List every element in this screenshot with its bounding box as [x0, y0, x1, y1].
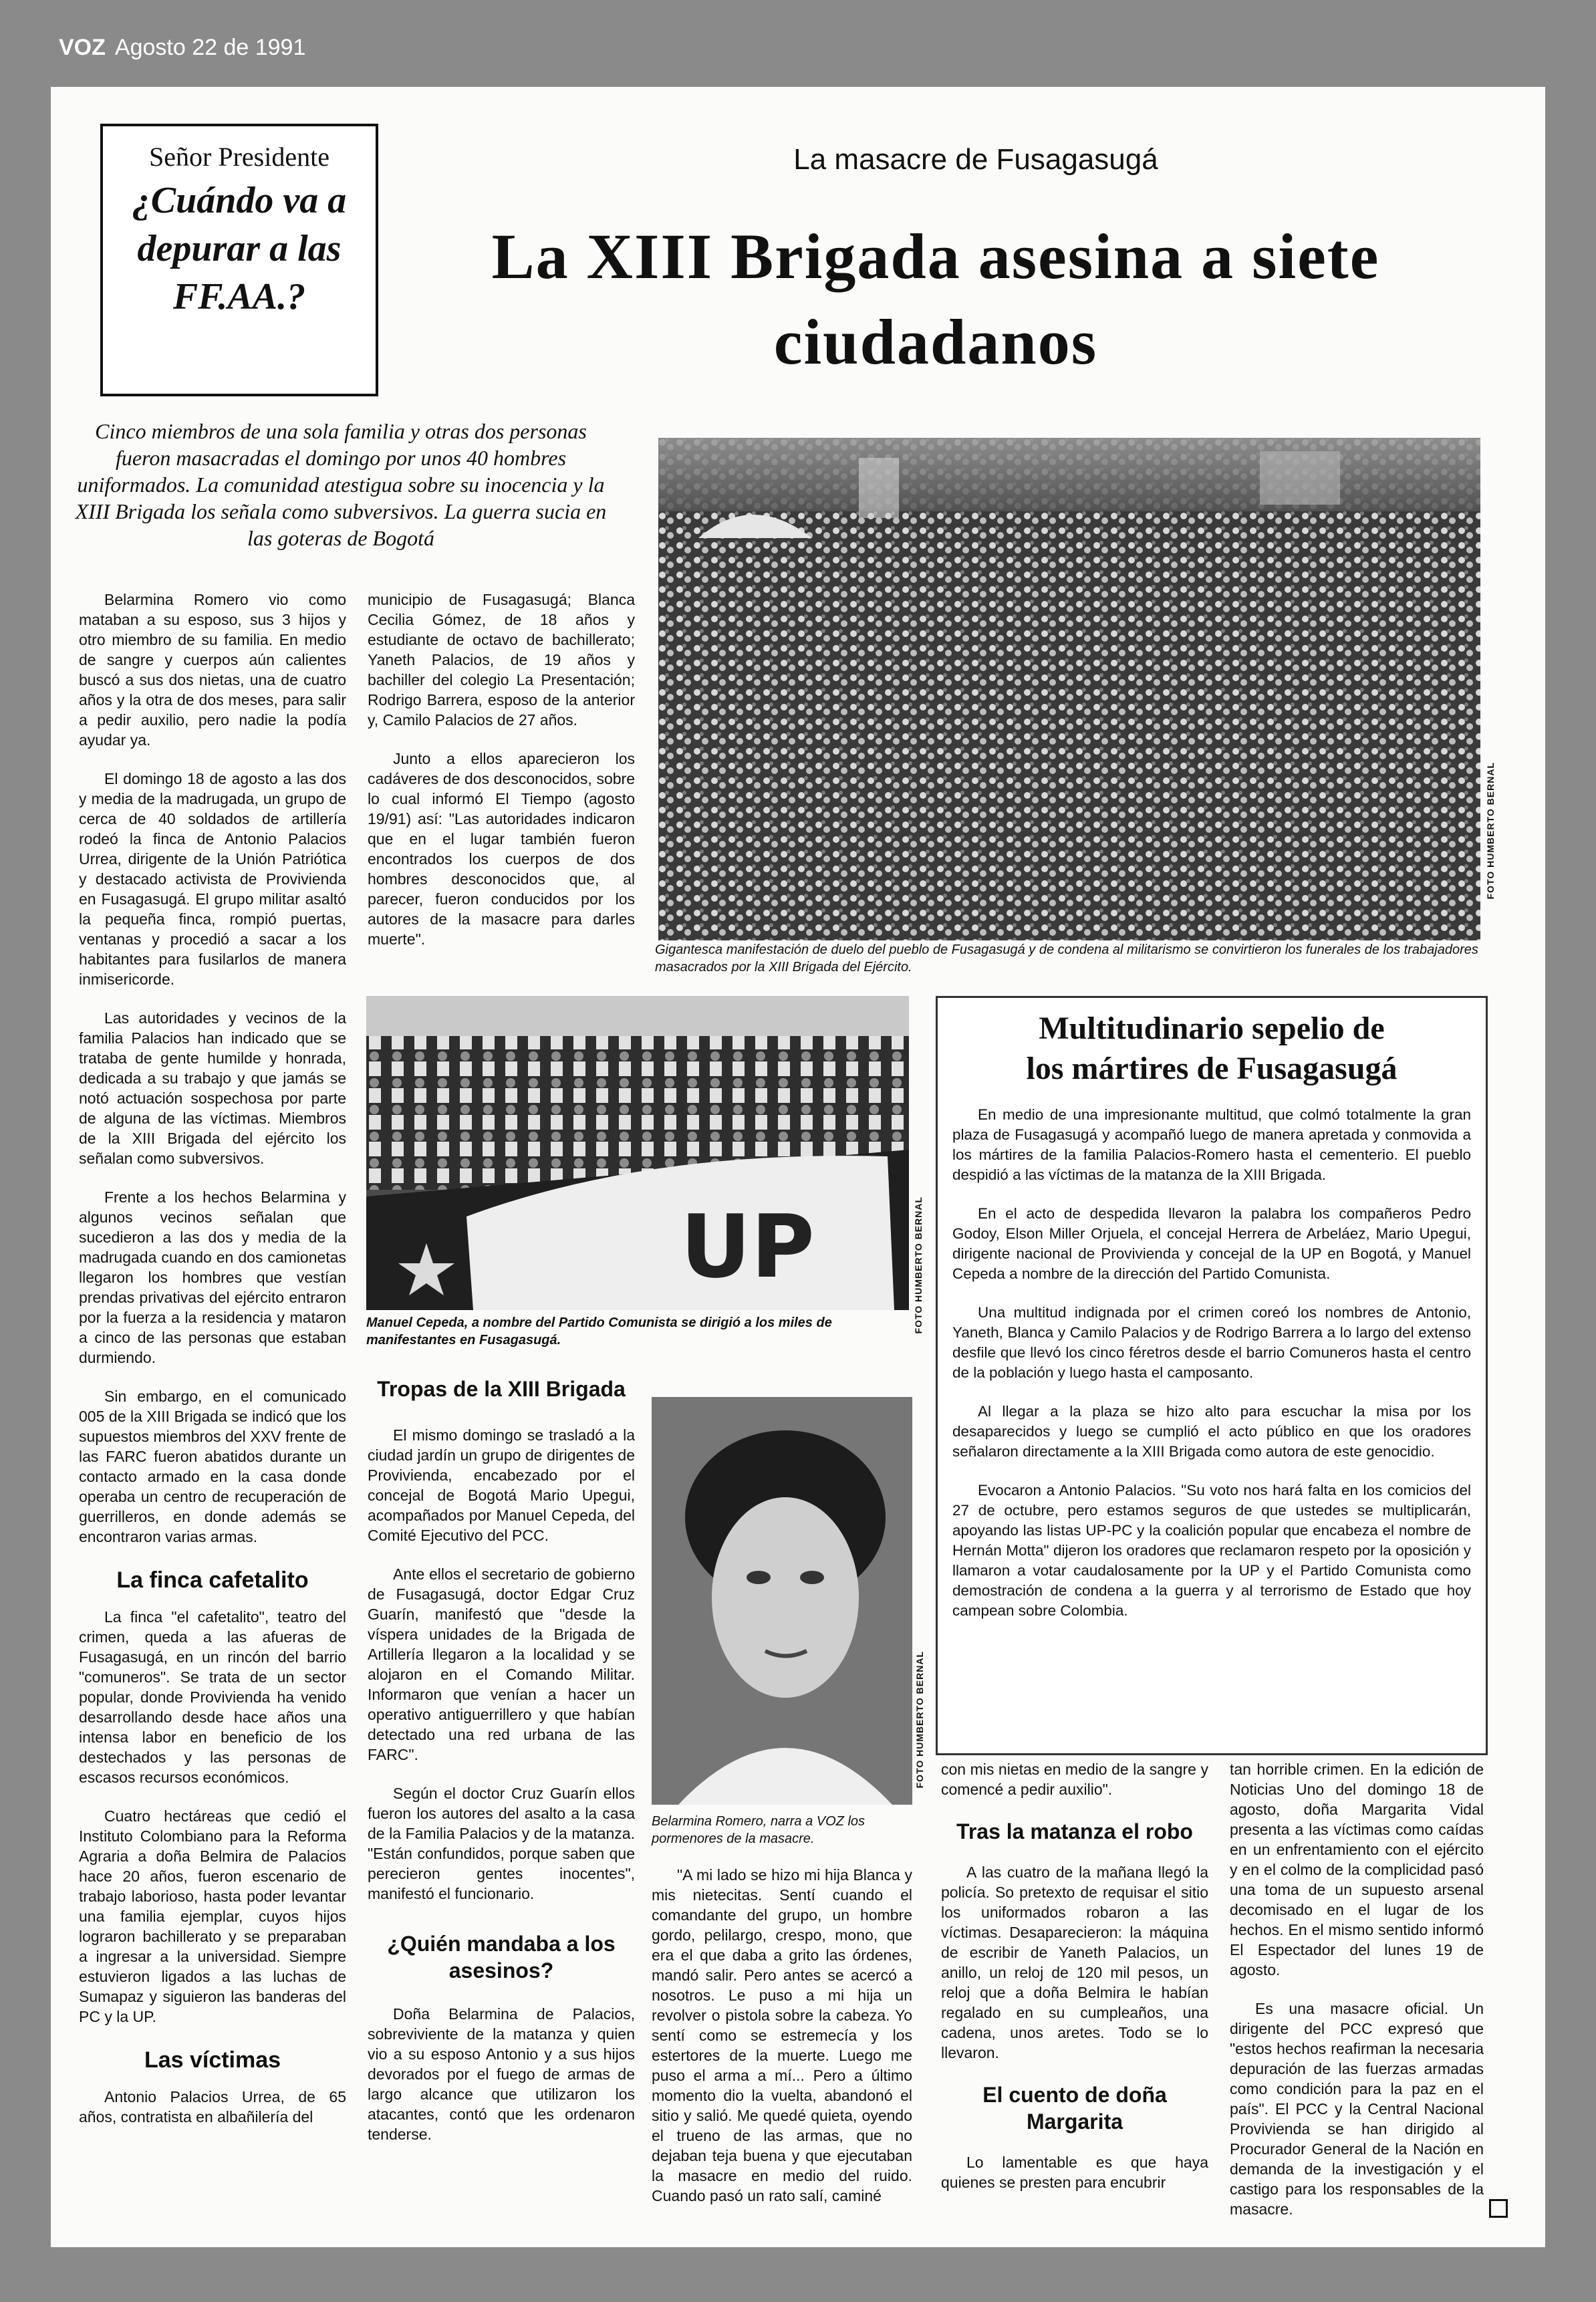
- column-4: [652, 1865, 912, 2224]
- portrait-photo-credit: FOTO HUMBERTO BERNAL: [914, 1651, 925, 1789]
- portrait-photo-caption: Belarmina Romero, narra a VOZ los pormenores de la masacre.: [652, 1814, 866, 1846]
- deck: Cinco miembros de una sola familia y otras dos personas fueron masacradas el domingo por unos 40 hombres uniformados. La comunidad atestigua sobre su inocencia y la XIII Brigada los señala como subversivos. La guerra sucia en las goteras de Bogotá: [75, 419, 607, 550]
- editorial-box-question: ¿Cuándo va a depurar a las FF.AA.?: [132, 180, 347, 317]
- column-1: [79, 590, 346, 2146]
- crowd-photo-caption: Gigantesca manifestación de duelo del pueblo de Fusagasugá y de condena al militarismo se convirtieron los funerales de los trabajadores masacrados por la XIII Brigada del Ejército.: [655, 942, 1478, 975]
- col6-paragraph: tan horrible crimen. En la edición de Noticias Uno del domingo 18 de agosto, doña Margarita Vidal presenta a las víctimas como caídas en un enfrentamiento con el ejército y en el colmo de la complicidad pasó una toma de un supuesto arsenal decomisado en el lugar de los hechos. En el mismo sentido informó El Espectador del lunes 19 de agosto.: [1230, 1761, 1484, 1978]
- headline: La XIII Brigada asesina a siete ciudadanos: [491, 221, 1380, 378]
- column-6: [1230, 1759, 1484, 2238]
- rally-photo-caption: Manuel Cepeda, a nombre del Partido Comunista se dirigió a los miles de manifestantes en Fusagasugá.: [366, 1315, 832, 1348]
- portrait-photo-image: [652, 1397, 912, 1805]
- page-header: [59, 35, 305, 61]
- column-3: [368, 1376, 635, 2163]
- up-banner-text: UP: [680, 1196, 815, 1297]
- col3-paragraph: El mismo domingo se trasladó a la ciudad jardín un grupo de dirigentes de Provivienda, encabezado por el concejal de Bogotá Mario Upegui, acompañados por Manuel Cepeda, del Comité Ejecutivo del PCC.: [368, 1426, 635, 1544]
- column-2: [368, 590, 635, 968]
- crowd-photo: [658, 438, 1480, 940]
- col6-paragraph: Es una masacre oficial. Un dirigente del PCC expresó que "estos hechos reafirman la necesaria depuración de las fuerzas armadas como condición para la paz en el país". El PCC y la Central Nacional Provivienda se han dirigido al Procurador General de la Nación en demanda de la investigación y el castigo para los responsables de la masacre.: [1230, 2000, 1484, 2218]
- col1-paragraph: Frente a los hechos Belarmina y algunos vecinos señalan que sucedieron a las dos y media de la madrugada cuando en dos camionetas llegaron los hombres que vestían prendas privativas del ejército entraron por la fuerza a la residencia y mataron a cinco de las personas que estaban durmiendo.: [79, 1188, 346, 1366]
- sidebar-body: [938, 1105, 1486, 1621]
- subhead-margarita: El cuento de doña Margarita: [982, 2083, 1167, 2134]
- col5-paragraph: Lo lamentable es que haya quienes se presten para encubrir: [941, 2154, 1208, 2191]
- col5-paragraph: con mis nietas en medio de la sangre y comencé a pedir auxilio".: [941, 1761, 1208, 1798]
- crowd-photo-credit: FOTO HUMBERTO BERNAL: [1485, 762, 1496, 900]
- subhead-quien-mandaba: ¿Quién mandaba a los asesinos?: [387, 1932, 616, 1983]
- testimony-paragraph: "A mi lado se hizo mi hija Blanca y mis nietecitas. Sentí cuando el comandante del grupo, un hombre gordo, pelilargo, crespo, mono, que era el que daba a grito las órdenes, mandó salir. Pero antes se acercó a nosotros. Le puso a mi hija un revolver o pistola sobre la cabeza. Yo sentí como se estremecía y los estertores de la muerte. Luego me puso el arma a mí... Pero a último momento dio la vuelta, abandonó el sitio y salió. Me quedé quieta, oyendo el trueno de las armas, que no dejaban teja buena y que ejecutaban la masacre en medio del ruido. Cuando pasó un rato salí, caminé: [652, 1866, 912, 2204]
- sidebar-paragraph: Al llegar a la plaza se hizo alto para escuchar la misa por los desaparecidos y luego se cumplió el acto público en que los oradores señalaron directamente a la XIII Brigada como autora de este genocidio.: [952, 1403, 1471, 1460]
- sidebar-title: Multitudinario sepelio de los mártires de Fusagasugá: [1026, 1011, 1398, 1086]
- subhead-robo: Tras la matanza el robo: [956, 1819, 1193, 1843]
- end-mark: [1489, 2199, 1508, 2218]
- sidebar-paragraph: Evocaron a Antonio Palacios. "Su voto nos hará falta en los comicios del 27 de octubre, pero estamos seguros de que ustedes se multiplicarán, apoyando las listas UP-PC y la coalición popular que encabeza el nombre de Hernán Motta" dijeron los oradores que reclamaron respeto por la oposición y llamaron a votar caudalosamente por la UP y el Partido Comunista como demostración de condena a la guerra y al terrorismo de Estado que hoy campean sobre Colombia.: [952, 1482, 1471, 1619]
- col3-paragraph: Doña Belarmina de Palacios, sobreviviente de la matanza y quien vio a su esposo Antonio y a sus hijos devorados por el fuego de armas de largo alcance que utilizaron los atacantes, contó que les ordenaron tenderse.: [368, 2005, 635, 2143]
- editorial-box: [100, 124, 378, 396]
- sidebar-paragraph: Una multitud indignada por el crimen coreó los nombres de Antonio, Yaneth, Blanca y Camilo Palacios y de Rodrigo Barrera a lo largo del extenso desfile que llevó los cinco féretros desde el barrio Comuneros hasta el centro de la población y luego hasta el camposanto.: [952, 1304, 1471, 1381]
- column-5: [941, 1759, 1208, 2211]
- col3-paragraph: Ante ellos el secretario de gobierno de Fusagasugá, doctor Edgar Cruz Guarín, manifestó que "desde la víspera unidades de la Brigada de Artillería llegaron a la localidad y se alojaron en el Comando Militar. Informaron que venían a hacer un operativo antiguerrillero y que habían detectado una red urbana de las FARC".: [368, 1565, 635, 1763]
- subhead-victimas: Las víctimas: [144, 2047, 281, 2073]
- editorial-box-salutation: Señor Presidente: [149, 142, 329, 172]
- subhead-tropas: Tropas de la XIII Brigada: [377, 1377, 626, 1401]
- col1-paragraph: Sin embargo, en el comunicado 005 de la XIII Brigada se indicó que los supuestos miembros del XXV frente de las FARC fueron abatidos durante un contacto armado en la casa donde operaba un centro de recuperación de guerrilleros, en donde además se encontraron varias armas.: [79, 1388, 346, 1545]
- subhead-finca: La finca cafetalito: [116, 1567, 309, 1593]
- issue-date: Agosto 22 de 1991: [114, 35, 306, 60]
- col2-paragraph: municipio de Fusagasugá; Blanca Cecilia Gómez, de 18 años y estudiante de octavo de bachillerato; Yaneth Palacios, de 19 años y bachiller del colegio La Presentación; Rodrigo Barrera, esposo de la anterior y, Camilo Palacios de 27 años.: [368, 591, 635, 729]
- sidebar-box: [936, 996, 1488, 1755]
- rally-photo: [366, 996, 909, 1310]
- col1-paragraph: Las autoridades y vecinos de la familia Palacios han indicado que se trataba de gente humilde y honrada, dedicada a su trabajo y que jamás se notó actuación sospechosa por parte de alguna de las víctimas. Miembros de la XIII Brigada del ejército los señalan como subversivos.: [79, 1009, 346, 1167]
- col5-paragraph: A las cuatro de la mañana llegó la policía. So pretexto de requisar el sitio los uniformados robaron a las víctimas. Desaparecieron: la máquina de escribir de Yaneth Palacios, un anillo, un reloj de 120 mil pesos, un reloj que a doña Belmira le habían regalado en su cumpleaños, una cadena, unos aretes. Todo se lo llevaron.: [941, 1864, 1208, 2061]
- col1-paragraph: Belarmina Romero vio como mataban a su esposo, sus 3 hijos y otro miembro de su familia. En medio de sangre y cuerpos aún calientes buscó a sus dos nietas, una de cuatro años y la otra de dos meses, para salir a pedir auxilio, pero nadie la podía ayudar ya.: [79, 591, 346, 749]
- portrait-photo: [652, 1397, 912, 1805]
- col1-paragraph: Antonio Palacios Urrea, de 65 años, contratista en albañilería del: [79, 2088, 346, 2126]
- col1-paragraph: La finca "el cafetalito", teatro del crimen, queda a las afueras de Fusagasugá, en un rincón del barrio "comuneros". Se trata de un sector popular, donde Provivienda ha venido desarrollando desde hace años una intensa labor en beneficio de los destechados y las personas de escasos recursos económicos.: [79, 1608, 346, 1786]
- newspaper-name: VOZ: [59, 35, 106, 60]
- col1-paragraph: El domingo 18 de agosto a las dos y media de la madrugada, un grupo de cerca de 40 soldados de artillería rodeó la finca de Antonio Palacios Urrea, dirigente de la Unión Patriótica y destacado activista de Provivienda en Fusagasugá. El grupo militar asaltó la pequeña finca, rompió puertas, ventanas y procedió a sacar a los habitantes para fusilarlos de manera inmisericorde.: [79, 770, 346, 988]
- rally-photo-credit: FOTO HUMBERTO BERNAL: [913, 1196, 924, 1334]
- col1-paragraph: Cuatro hectáreas que cedió el Instituto Colombiano para la Reforma Agraria a doña Belmira de Palacios hace 20 años, fueron escenario de trabajo laborioso, hasta poder levantar una familia ejemplar, cuyos hijos lograron bachillerato y se preparaban a ingresar a la universidad. Siempre estuvieron ligados a las luchas de Sumapaz y siguieron las banderas del PC y la UP.: [79, 1807, 346, 2025]
- rally-photo-image: [366, 996, 909, 1310]
- sidebar-paragraph: En medio de una impresionante multitud, que colmó totalmente la gran plaza de Fusagasugá y acompañó luego de manera apretada y conmovida a los mártires de la familia Palacios-Romero hasta el cementerio. El pueblo despidió a las víctimas de la matanza de la XIII Brigada.: [952, 1106, 1471, 1183]
- col2-paragraph: Junto a ellos aparecieron los cadáveres de dos desconocidos, sobre lo cual informó El Tiempo (agosto 19/91) así: "Las autoridades indicaron que en el lugar también fueron encontrados los cuerpos de dos hombres desconocidos que, al parecer, fueron conducidos por los autores de la masacre para darles muerte".: [368, 750, 635, 948]
- crowd-photo-image: [658, 438, 1480, 940]
- kicker: La masacre de Fusagasugá: [793, 143, 1158, 176]
- col3-paragraph: Según el doctor Cruz Guarín ellos fueron los autores del asalto a la casa de la Familia Palacios y de la matanza. "Están confundidos, porque saben que perecieron gentes inocentes", manifestó el funcionario.: [368, 1785, 635, 1902]
- sidebar-paragraph: En el acto de despedida llevaron la palabra los compañeros Pedro Godoy, Elson Miller Orjuela, el concejal Herrera de Arbeláez, Mario Upegui, dirigente nacional de Provivienda y concejal de la UP en Bogotá, y Manuel Cepeda a nombre de la dirección del Partido Comunista.: [952, 1205, 1471, 1282]
